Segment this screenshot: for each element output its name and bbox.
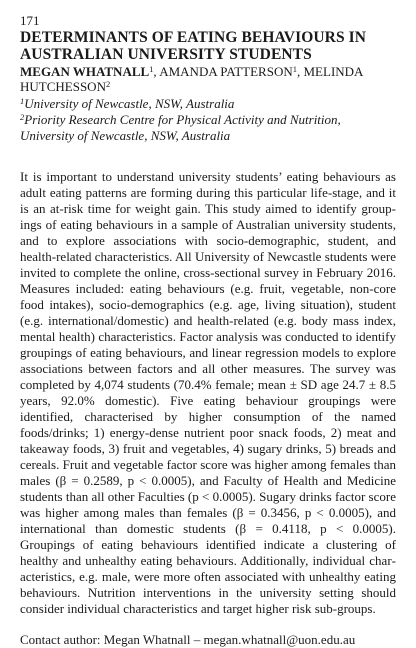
author-1 (20, 64, 153, 79)
affiliation-1 (20, 96, 396, 112)
author-affiliation-mark: 2 (105, 79, 111, 89)
author-separator: , (297, 64, 304, 79)
author-list (20, 64, 396, 94)
contact-line (20, 632, 396, 648)
author-2 (159, 64, 297, 79)
author-name: AMANDA PATTERSON (159, 64, 293, 79)
contact-label: Contact author: Megan Whatnall – (20, 632, 204, 647)
affiliation-text: University of Newcastle, NSW, Australia (24, 96, 235, 111)
author-name: MEGAN WHATNALL (20, 64, 150, 79)
paper-title: DETERMINANTS OF EATING BEHAVIOURS IN AUSTRALIAN UNIVERSITY STUDENTS (20, 29, 367, 63)
affiliation-text: Priority Research Centre for Physical Activity and Nutrition, University of Newcastle, NSW, Australia (20, 112, 341, 143)
page-number: 171 (20, 13, 40, 28)
author-separator: , (153, 64, 160, 79)
contact-email[interactable]: megan.whatnall@uon.edu.au (203, 632, 356, 647)
affiliation-mark: 2 (20, 112, 25, 122)
abstract-body: It is important to understand university students’ eating behaviours as adult eating patterns are forming during this particular life-stage, and it is an at-risk time for weight gain. This study aimed to identify groupings of eating behaviours in a sample of Australian university students, and to explore associations with socio-demographic, student, and health-related characteristics. All University of Newcastle students were invited to complete the online, cross-sectional survey in February 2016. Measures included: eating behaviours (e.g. fruit, vegetable, non-core food intakes), socio-demographics (e.g. age, living situation), student (e.g. international/domestic) and health-related (e.g. body mass index, mental health) characteristics. Factor analysis was conducted to identify groupings of eating behaviours, and linear regression models to explore associations between factors and all other measures. The survey was completed by 4,074 students (70.4% female; mean ± SD age 24.7 ± 8.5 years, 92.0% domestic). Five eating behaviour groupings were identified, characterised by higher consumption of the named foods/drinks; 1) energy-dense nutrient poor snack foods, 2) meat and takeaway foods, 3) fruit and vegetables, 4) sugary drinks, 5) breads and cereals. Fruit and vegetable factor score was higher among females than males (β = 0.2589, p < 0.0005), and Faculty of Health and Medicine students than all other Faculties (p < 0.0005). Sugary drinks factor score was higher among males than females (β = 0.3456, p < 0.0005), and international than domestic students (β = 0.4118, p < 0.0005). Groupings of eating behaviours identified indicate a clustering of healthy and unhealthy eating behaviours. Additionally, individual characteristics, e.g. male, were more often associated with unhealthy eating behaviours. Nutrition interventions in the university setting should consider individual characteristics and target higher risk sub-groups. (20, 169, 396, 616)
author-affiliation-mark: 1 (149, 64, 154, 74)
author-affiliation-mark: 1 (292, 64, 297, 74)
affiliation-2 (20, 112, 396, 144)
affiliation-mark: 1 (20, 96, 25, 106)
author-name: MELINDA HUTCHESSON (20, 64, 363, 94)
